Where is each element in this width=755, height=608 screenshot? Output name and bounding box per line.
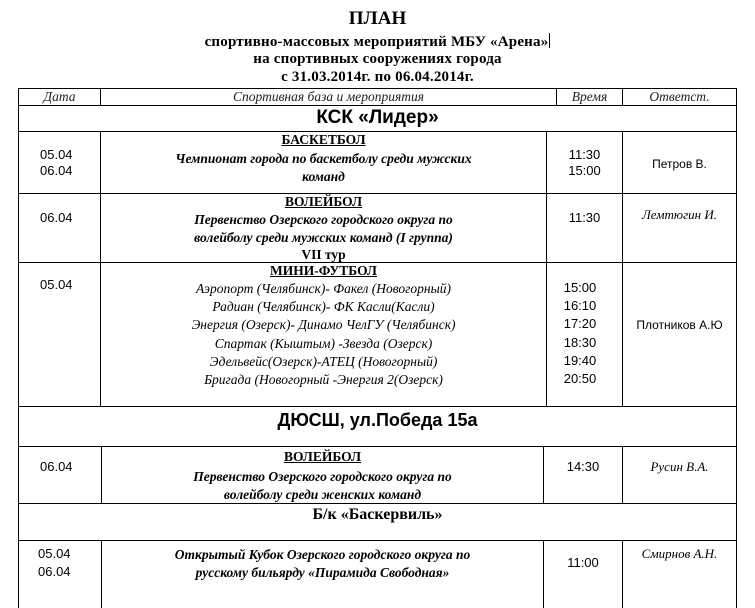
grid-line (18, 540, 736, 541)
section-title-dyussh: ДЮСШ, ул.Победа 15а (277, 410, 478, 430)
event-title: Первенство Озерского городского округа по (194, 212, 453, 227)
event-title: Чемпионат города по баскетболу среди мужских (175, 151, 472, 166)
row-responsible: Смирнов А.Н. (641, 546, 718, 561)
grid-line (18, 446, 736, 447)
match-time: 16:10 (563, 298, 597, 313)
match-time: 17:20 (563, 316, 597, 331)
row-responsible: Петров В. (652, 157, 707, 171)
match-item: Радиан (Челябинск)- ФК Касли(Касли) (212, 299, 435, 314)
event-title: русскому бильярду «Пирамида Свободная» (195, 565, 450, 580)
row-date: 05.04 (38, 546, 71, 561)
row-date: 05.04 (40, 277, 73, 292)
column-header-responsible: Ответст. (649, 89, 710, 104)
plan-subtitle-organizer (0, 33, 755, 51)
section-title-lider: КСК «Лидер» (316, 107, 439, 128)
plan-subtitle-organizer-text: спортивно-массовых мероприятий МБУ «Арена» (204, 34, 549, 50)
plan-title: ПЛАН (348, 8, 407, 29)
column-header-venue: Спортивная база и мероприятия (233, 89, 424, 104)
match-item: Аэропорт (Челябинск)- Факел (Новогорный) (196, 281, 451, 296)
match-item: Спартак (Кыштым) -Звезда (Озерск) (214, 336, 433, 351)
grid-line (543, 540, 544, 608)
event-title: команд (302, 169, 345, 184)
row-date: 06.04 (38, 564, 71, 579)
match-time: 20:50 (563, 371, 597, 386)
row-time: 11:30 (568, 210, 601, 225)
row-responsible: Русин В.А. (650, 459, 709, 474)
sport-basketball: БАСКЕТБОЛ (281, 132, 366, 147)
grid-line (736, 88, 737, 608)
row-date: 05.04 (40, 147, 73, 162)
plan-subtitle-venues: на спортивных сооружениях города (253, 51, 502, 67)
row-time: 14:30 (566, 459, 600, 474)
match-item: Эдельвейс(Озерск)-АТЕЦ (Новогорный) (209, 354, 438, 369)
match-item: Энергия (Озерск)- Динамо ЧелГУ (Челябинск) (191, 317, 456, 332)
match-time: 15:00 (563, 280, 597, 295)
row-responsible: Плотников А.Ю (636, 318, 723, 332)
plan-subtitle-dates: с 31.03.2014г. по 06.04.2014г. (281, 69, 474, 85)
event-title: Открытый Кубок Озерского городского округа по (174, 547, 471, 562)
match-time: 19:40 (563, 353, 597, 368)
event-title: VII тур (301, 247, 346, 262)
section-title-baskervil: Б/к «Баскервиль» (312, 506, 443, 523)
row-time: 15:00 (568, 163, 601, 178)
grid-line (18, 105, 736, 106)
sport-volleyball: ВОЛЕЙБОЛ (283, 449, 362, 464)
row-date: 06.04 (40, 163, 73, 178)
match-item: Бригада (Новогорный -Энергия 2(Озерск) (204, 372, 443, 387)
column-header-time: Время (571, 89, 608, 104)
text-cursor (549, 33, 550, 48)
grid-line (18, 406, 736, 407)
row-date: 06.04 (40, 210, 73, 225)
row-time: 11:30 (568, 147, 601, 162)
column-header-date: Дата (43, 89, 76, 104)
sport-minifootball: МИНИ-ФУТБОЛ (270, 263, 377, 278)
event-title: волейболу среди мужских команд (I группа) (194, 230, 453, 245)
row-responsible: Лемтюгин И. (641, 207, 717, 222)
grid-line (543, 446, 544, 503)
grid-line (622, 131, 623, 406)
match-time: 18:30 (563, 335, 597, 350)
grid-line (18, 88, 19, 608)
row-time: 11:00 (567, 555, 599, 570)
event-title: волейболу среди женских команд (223, 487, 422, 502)
event-title: Первенство Озерского городского округа по (193, 469, 452, 484)
row-date: 06.04 (40, 459, 73, 474)
sport-volleyball: ВОЛЕЙБОЛ (284, 194, 363, 209)
